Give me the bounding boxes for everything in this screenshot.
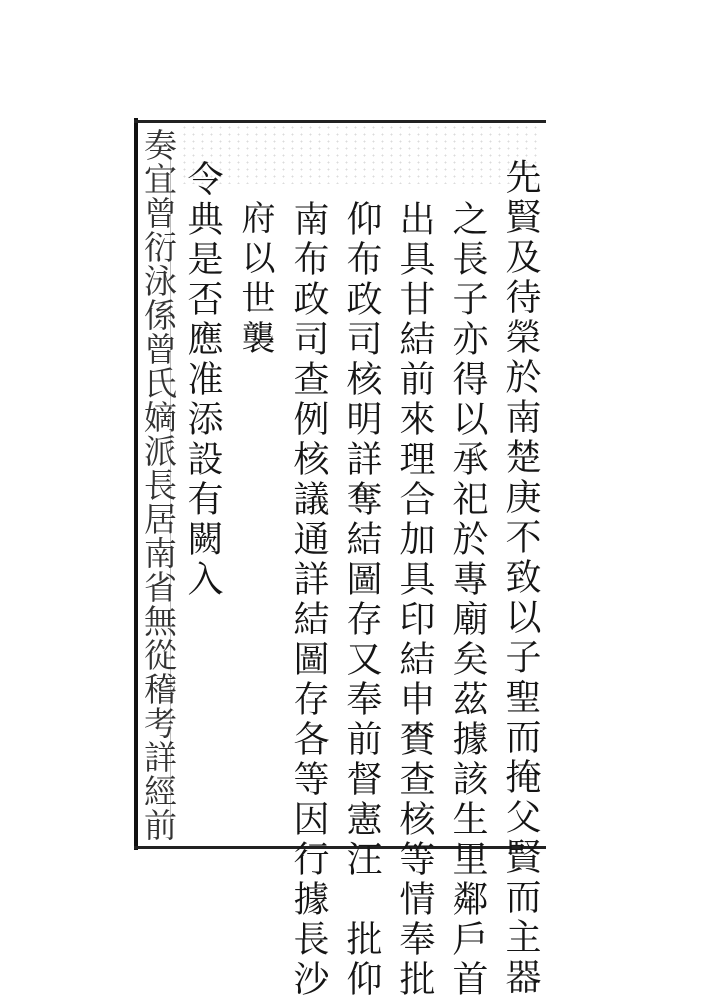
text-column-1: 先賢及待榮於南楚庚不致以子聖而掩父賢而主器 — [500, 158, 541, 998]
text-column-6: 府以世襲 — [235, 200, 275, 360]
margin-column: 奏宜曾衍泳係曾氏嫡派長居南省無從稽考詳經前 — [139, 128, 178, 842]
paper-speckle — [180, 124, 540, 184]
text-column-4: 仰布政司核明詳奪結圖存又奉前督憲汪 批仰 — [341, 200, 382, 1000]
text-column-5: 南布政司查例核議通詳結圖存各等因行據長沙 — [288, 200, 329, 1000]
text-column-2: 之長子亦得以承祀於專廟矣茲據該生里鄰戶首 — [447, 200, 488, 1000]
text-column-3: 出具甘結前來理合加具印結申賚查核等情奉批 — [394, 200, 435, 1000]
frame-top-border — [134, 120, 546, 123]
text-column-7: 令典是否應准添設有闕入 — [182, 160, 223, 600]
